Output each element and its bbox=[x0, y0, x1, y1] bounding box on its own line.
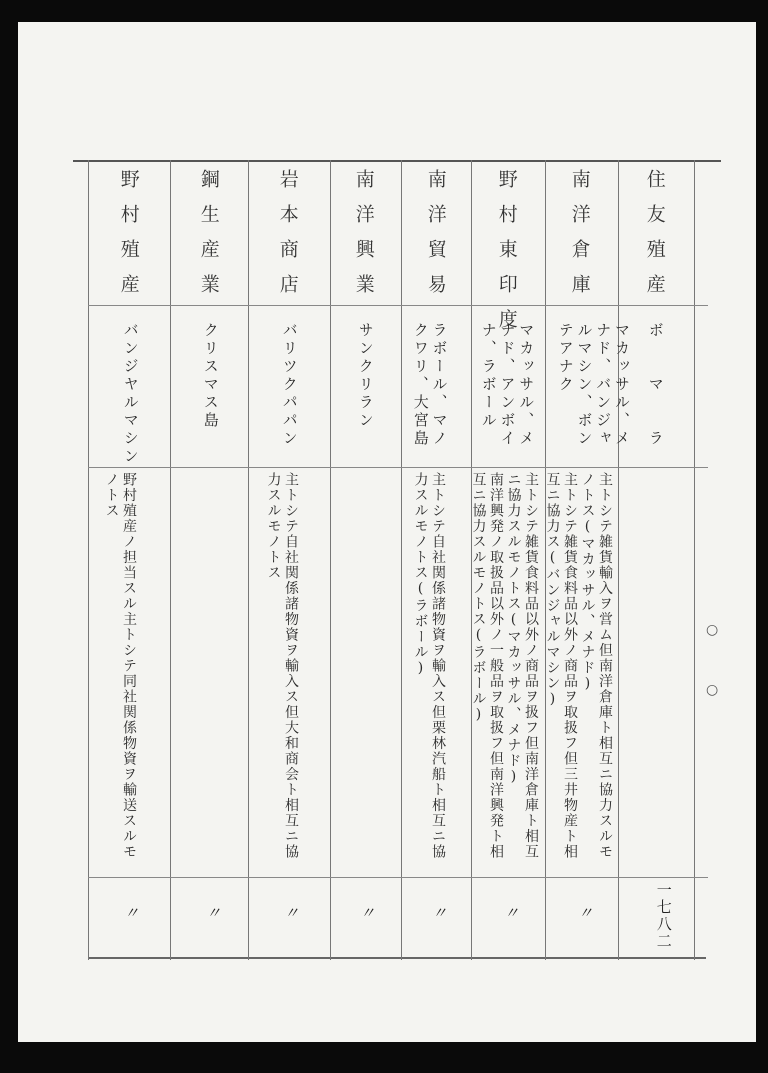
ditto-mark: 〃 bbox=[432, 904, 448, 922]
remarks: 主トシテ雑貨食料品以外ノ商品ヲ扱フ但南洋倉庫ト相互ニ協力スルモノトス(マカッサル、メナド) 南洋興発ノ取扱品以外ノ一般品ヲ取扱フ但南洋興発ト相互ニ協力スルモノトス(ラボール) bbox=[470, 472, 539, 860]
column-divider bbox=[618, 160, 619, 960]
document-page bbox=[18, 22, 756, 1042]
firm-name: 野村殖産 bbox=[117, 169, 140, 309]
firm-name: 野村東印度 bbox=[495, 169, 518, 344]
remarks: 主トシテ自社関係諸物資ヲ輸入ス但大和商会ト相互ニ協力スルモノトス bbox=[265, 472, 299, 860]
row-divider bbox=[88, 305, 708, 306]
firm-name: 南洋貿易 bbox=[424, 169, 447, 309]
margin-mark: ○ bbox=[706, 622, 719, 638]
remarks: 主トシテ雑貨輸入ヲ営ム但南洋倉庫ト相互ニ協力スルモノトス(マカッサル、メナド) 主トシテ雑貨食料品以外ノ商品ヲ取扱フ但三井物産ト相互ニ協力ス(バンジャルマシン) bbox=[544, 472, 613, 860]
place-name: バンジヤルマシン bbox=[121, 322, 140, 466]
column-divider bbox=[248, 160, 249, 960]
margin-mark: ○ bbox=[706, 682, 719, 698]
remarks: 野村殖産ノ担当スル主トシテ同社関係物資ヲ輸送スルモノトス bbox=[103, 472, 137, 860]
firm-name: 鋼生産業 bbox=[197, 169, 220, 309]
ditto-mark: 〃 bbox=[206, 904, 222, 922]
firm-name: 住友殖産 bbox=[643, 169, 666, 309]
ditto-mark: 〃 bbox=[284, 904, 300, 922]
place-name: ラボール、マノクワリ、大宮島 bbox=[411, 322, 449, 448]
ditto-mark: 〃 bbox=[504, 904, 520, 922]
place-name: マカッサル、メナド、バンジャルマシン、ボンテアナク bbox=[556, 322, 631, 448]
column-divider bbox=[694, 160, 695, 960]
column-divider bbox=[401, 160, 402, 960]
row-divider bbox=[88, 877, 708, 878]
ditto-mark: 〃 bbox=[360, 904, 376, 922]
column-divider bbox=[330, 160, 331, 960]
place-name: ボ マ ラ bbox=[646, 322, 665, 448]
column-divider bbox=[88, 160, 89, 960]
remarks: 主トシテ自社関係諸物資ヲ輸入ス但栗林汽船ト相互ニ協力スルモノトス(ラボール) bbox=[412, 472, 446, 860]
ditto-mark: 〃 bbox=[578, 904, 594, 922]
place-name: サンクリラン bbox=[356, 322, 375, 430]
column-divider bbox=[170, 160, 171, 960]
page-number: 一七八二 bbox=[654, 882, 673, 950]
ditto-mark: 〃 bbox=[124, 904, 140, 922]
firm-name: 岩本商店 bbox=[276, 169, 299, 309]
firm-name: 南洋興業 bbox=[352, 169, 375, 309]
table-bottom-border bbox=[88, 957, 706, 959]
place-name: マカッサル、メナド、アンボイナ、ラボール bbox=[479, 322, 536, 448]
place-name: クリスマス島 bbox=[201, 322, 220, 430]
firm-name: 南洋倉庫 bbox=[568, 169, 591, 309]
place-name: バリツクパパン bbox=[280, 322, 299, 448]
row-divider bbox=[88, 467, 708, 468]
